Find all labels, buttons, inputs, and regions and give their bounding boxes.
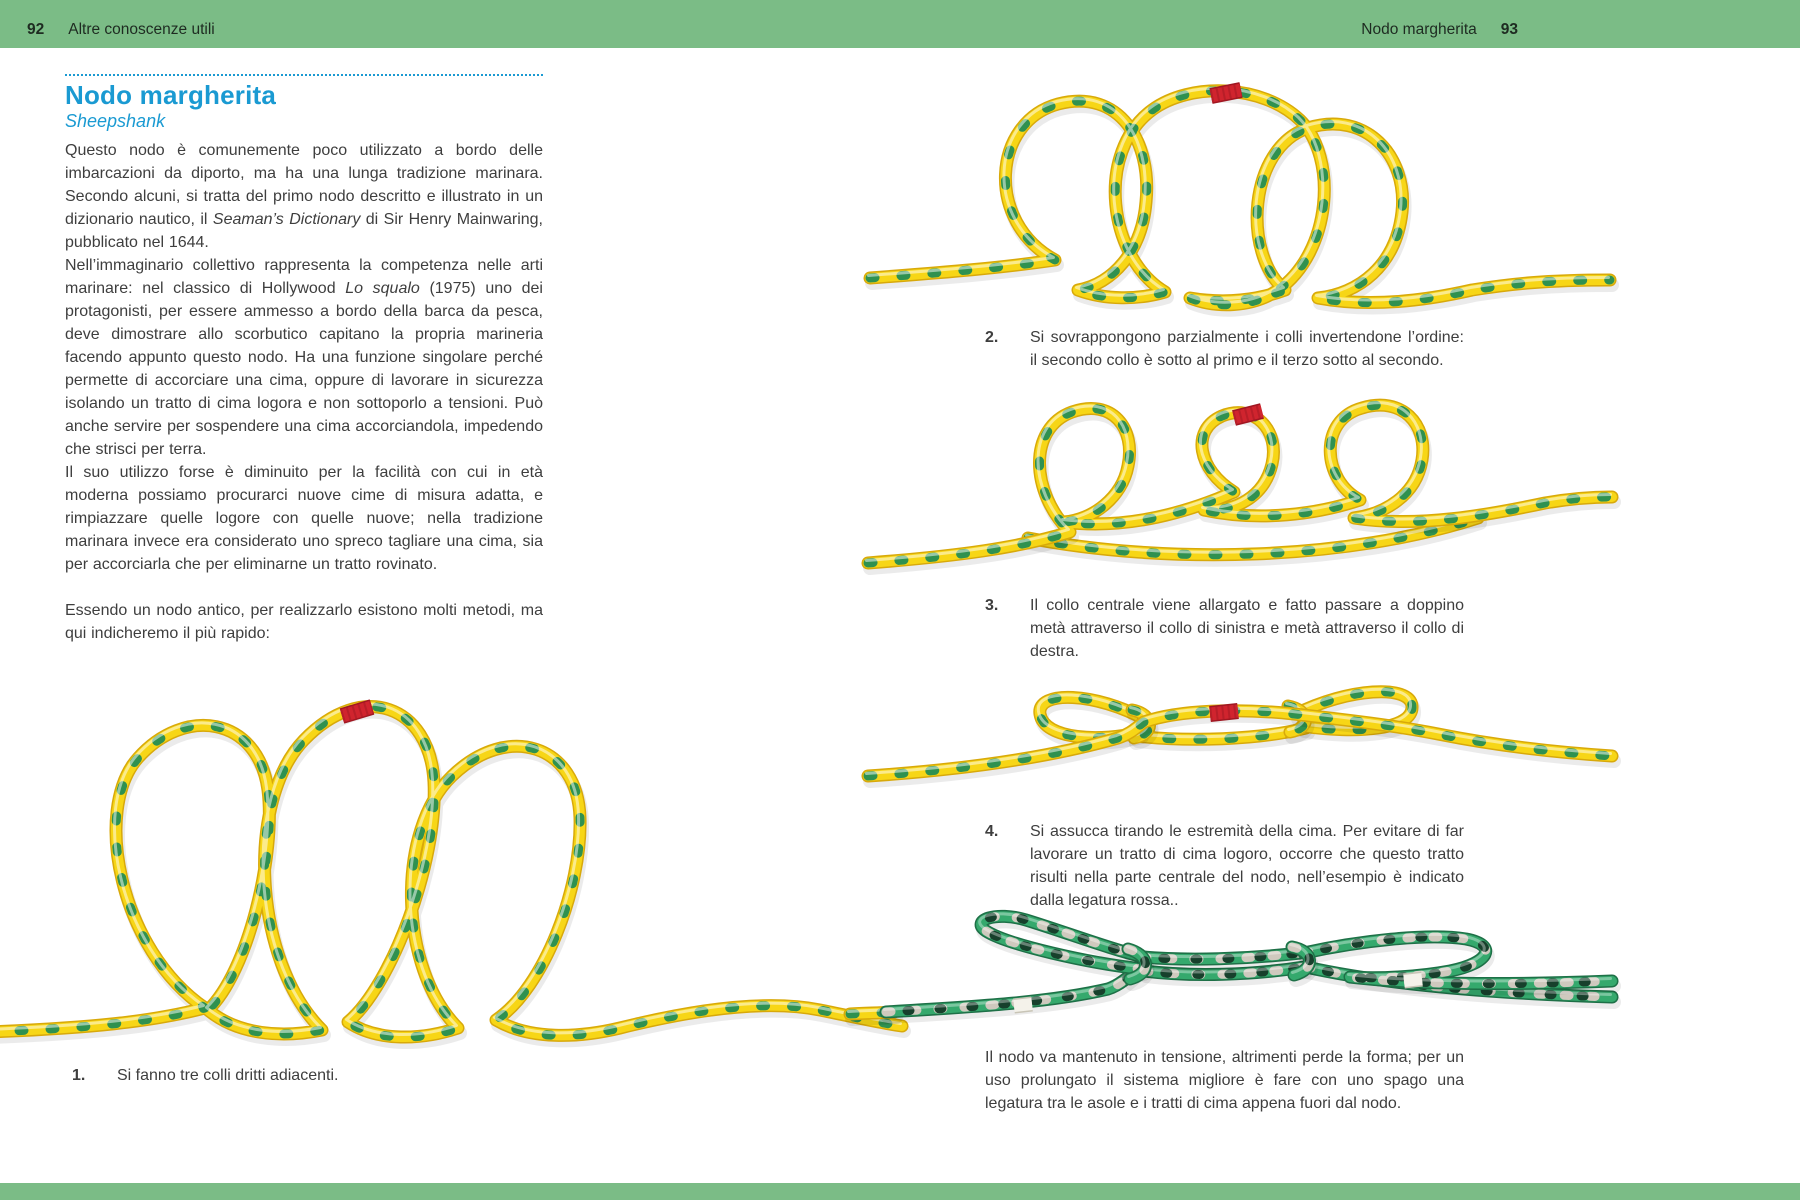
step-number: 4. (985, 823, 999, 840)
step-text: Si sovrappongono parzialmente i colli invertendone l’ordine: il secondo collo è sotto al primo e il terzo sotto al secondo. (1030, 329, 1464, 369)
dotted-rule (65, 74, 543, 76)
paragraph: Questo nodo è comunemente poco utilizzato a bordo delle imbarcazioni da diporto, ma ha una lunga tradizione marinara. Secondo alcuni, si tratta del primo nodo descritto e illustrato in un dizionario nautico, il Seaman’s Dictionary di Sir Henry Mainwaring, pubblicato nel 1644. (65, 142, 543, 251)
step-caption-4 (985, 820, 1464, 912)
paragraph: Nell’immaginario collettivo rappresenta la competenza nelle arti marinare: nel classico di Hollywood Lo squalo (1975) uno dei protagonisti, per essere ammesso a bordo della barca da pesca, deve dimostrare allo scorbutico capitano la propria marineria facendo appunto questo nodo. Ha una funzione singolare perché permette di accorciare una cima, oppure di lavorare in sicurezza isolando un tratto di cima logora e non sottoporlo a tensioni. Può anche servire per sospendere una cima accorciandola, impedendo che strisci per terra. (65, 257, 543, 458)
article-subtitle: Sheepshank (65, 111, 166, 131)
right-page-number: 93 (1500, 21, 1518, 38)
step-number: 1. (72, 1067, 86, 1084)
rope-photo-step-1 (0, 650, 890, 1050)
left-running-title: Altre conoscenze utili (68, 21, 215, 38)
rope-photo-final-green (858, 905, 1605, 1035)
article-title: Nodo margherita (65, 80, 277, 110)
step-caption-3 (985, 594, 1464, 663)
article (65, 74, 543, 645)
running-header (0, 0, 1800, 48)
header-left (27, 21, 215, 39)
step-number: 2. (985, 329, 999, 346)
header-right (1361, 21, 1518, 39)
step-number: 3. (985, 597, 999, 614)
right-running-title: Nodo margherita (1361, 21, 1477, 38)
step-caption-2 (985, 326, 1464, 372)
rope-photo-step-2 (880, 62, 1605, 312)
step-text: Il collo centrale viene allargato e fatto passare a doppino metà attraverso il collo di sinistra e metà attraverso il collo di destra. (1030, 597, 1464, 660)
rope-photo-step-4 (878, 662, 1605, 792)
step-caption-1 (72, 1064, 542, 1087)
step-text: Si fanno tre colli dritti adiacenti. (117, 1067, 339, 1084)
left-page-number: 92 (27, 21, 45, 38)
running-footer (0, 1183, 1800, 1200)
paragraph: Il suo utilizzo forse è diminuito per la facilità con cui in età moderna possiamo procurarci nuove cime di misura adatta, e rimpiazzare quelle logore con quelle nuove; nella tradizione marinara invece era considerato uno spreco tagliare una cima, sia per accorciarla che per eliminarne un tratto rovinato. (65, 464, 543, 573)
paragraph: Essendo un nodo antico, per realizzarlo esistono molti metodi, ma qui indicheremo il più rapido: (65, 602, 543, 642)
rope-photo-step-3 (878, 400, 1605, 580)
step-text: Si assucca tirando le estremità della cima. Per evitare di far lavorare un tratto di cima logoro, occorre che questo tratto risulti nella parte centrale del nodo, nell’esempio è indicato dalla legatura rossa.. (1030, 823, 1464, 909)
article-paragraphs (65, 139, 543, 645)
closing-paragraph: Il nodo va mantenuto in tensione, altrimenti perde la forma; per un uso prolungato il sistema migliore è fare con uno spago una legatura tra le asole e i tratti di cima appena fuori dal nodo. (985, 1049, 1464, 1112)
